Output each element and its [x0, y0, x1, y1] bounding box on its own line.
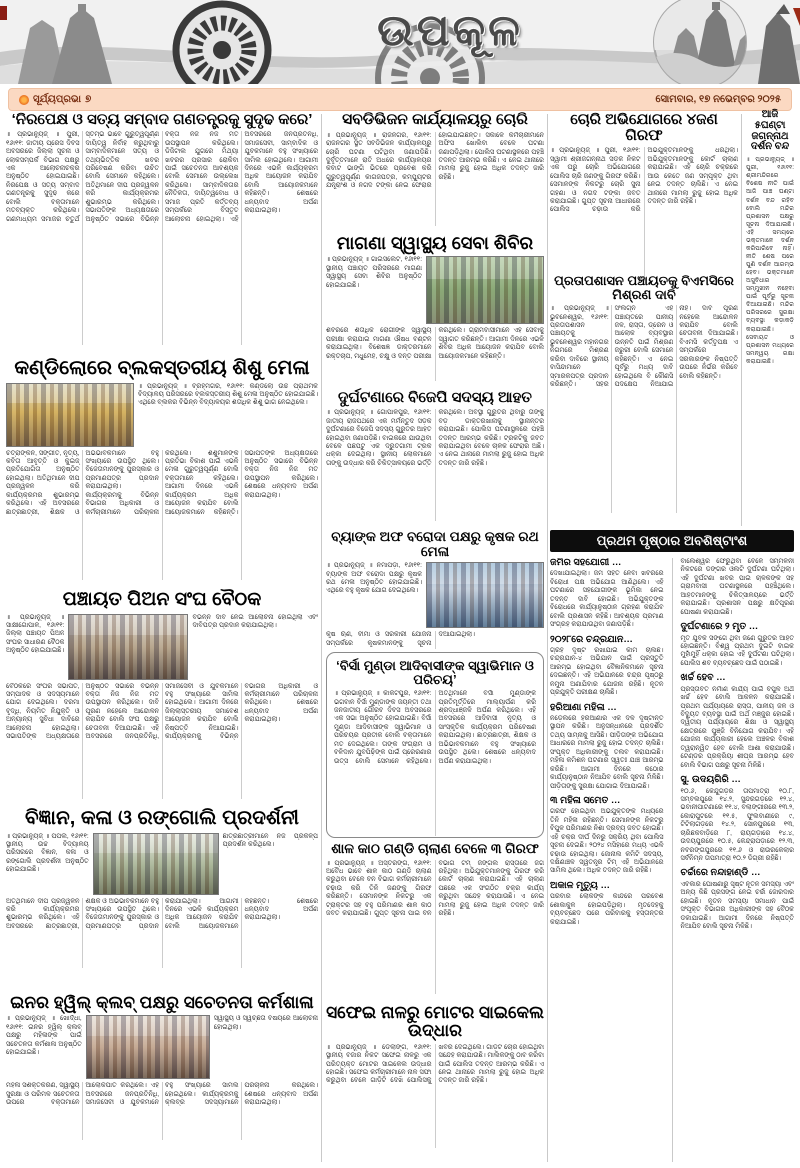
article-headline: ସବଡିଭିଜନ କାର୍ଯ୍ୟାଳୟରୁ ଚୋରି [342, 111, 528, 128]
article-peon-union-meeting [6, 590, 318, 799]
konark-wheel-icon [176, 4, 268, 84]
edition-page-label [19, 94, 91, 105]
article-darshan-closed [746, 110, 794, 528]
article-headline: ସଫେଇ ନାଳରୁ ମୋଟର ସାଇକେଲ ଉଦ୍ଧାର [326, 1003, 544, 1041]
continuation-body: ମୃତ ଯୁବକ ସଙ୍ଗେ ଥିବା ଜଣେ ଗୁରୁତର ଆହତ ହୋଇଛନ୍ତି। ବିଶ୍ୱ ପ୍ରଥମ ଦୁଇଟି ବାଇକ ମୁହାଁମୁହିଁ ଧକ୍କା ହୋଇ ଏହି ଦୁର୍ଘଟଣା ଘଟିଥିଲା। ପୋଲିସ ଶବ ବ୍ୟବଚ୍ଛେଦ ପାଇଁ ପଠାଇଛି। [680, 634, 794, 667]
article-body: ॥ ପ୍ରଭାନ୍ୟୁଜ୍ ॥ କାକଟପୁର, ୧୬ା୧୧: ଭଗବାନ ବିର୍ସା ମୁଣ୍ଡାଙ୍କ ଜୟନ୍ତୀ ତଥା ଜନଜାତୀୟ ଗୌରବ ଦିବସ ଅବସରରେ ଏକ ସଭା ଅନୁଷ୍ଠିତ ହୋଇଯାଇଛି। ବିର୍ସା ମୁଣ୍ଡା ଆଦିବାସୀଙ୍କ ସ୍ୱାଭିମାନ ଓ ପରିଚୟର ପ୍ରତୀକ ବୋଲି ବକ୍ତାମାନେ ମତ ଦେଇଥିଲେ। ତାଙ୍କ ସଂଗ୍ରାମ ଓ ବଳିଦାନ ଯୁବପିଢ଼ିଙ୍କ ପାଇଁ ପ୍ରେରଣାର ଉତ୍ସ ବୋଲି ସେମାନେ କହିଥିଲେ। ଅତିଥିମାନେ ବିର୍ସା ମୁଣ୍ଡାଙ୍କ ପ୍ରତିମୂର୍ତ୍ତିରେ ମାଲ୍ୟାର୍ପଣ କରି ଶ୍ରଦ୍ଧାଞ୍ଜଳି ଅର୍ପଣ କରିଥିଲେ। ଏହି ଅବସରରେ ଆଦିବାସୀ ନୃତ୍ୟ ଓ ସାଂସ୍କୃତିକ କାର୍ଯ୍ୟକ୍ରମ ପରିବେଷଣ କରାଯାଇଥିଲା। ଛାତ୍ରଛାତ୍ରୀ, ଶିକ୍ଷକ ଓ ଅଭିଭାବକମାନେ ବହୁ ସଂଖ୍ୟାରେ ଉପସ୍ଥିତ ଥିଲେ। ଶେଷରେ ଧନ୍ୟବାଦ ଅର୍ପଣ କରାଯାଇଥିଲା। [334, 690, 536, 765]
article-body: ॥ ପ୍ରଭାନ୍ୟୁଜ୍ ॥ ଭୁବନେଶ୍ୱର, ୧୬ା୧୧: ପ୍ରତାପଶାସନ ପଞ୍ଚାୟତକୁ ଭୁବନେଶ୍ୱର ମହାନଗର ନିଗମରେ ମିଶ୍ରଣ କରିବା ଦାବିରେ ସ୍ଥାନୀୟ ବାସିନ୍ଦାମାନେ ସ୍ମାରକପତ୍ର ପ୍ରଦାନ କରିଛନ୍ତି। ସହର ସଂଲଗ୍ନ ଏହି ପଞ୍ଚାୟତରେ ପାନୀୟ ଜଳ, ରାସ୍ତା, ଡ୍ରେନ ଓ ଆଲୋକ ବ୍ୟବସ୍ଥାର ଉନ୍ନତି ପାଇଁ ମିଶ୍ରଣ ଜରୁରୀ ବୋଲି ସେମାନେ କହିଛନ୍ତି। ଏ ନେଇ ପୂର୍ବରୁ ମଧ୍ୟ ଦାବି ହୋଇଥିଲେ ବି କୌଣସି ପଦକ୍ଷେପ ନିଆଯାଇ ନାହିଁ। ଦାବି ପୂରଣ ନହେଲେ ଆନ୍ଦୋଳନ କରାଯିବ ବୋଲି ଚେତାବନୀ ଦିଆଯାଇଛି। ବିଏମସି କର୍ତ୍ତୃପକ୍ଷ ଏ ସମ୍ପର୍କରେ ସରକାରଙ୍କ ନିଷ୍ପତ୍ତି ଉପରେ ନିର୍ଭର କରିବେ ବୋଲି କହିଛନ୍ତି। [550, 305, 738, 388]
column-divider [672, 558, 673, 1162]
news-photo [93, 833, 219, 895]
article-headline: ‘ବିର୍ସା ମୁଣ୍ଡା ଆଦିବାସୀଙ୍କ ସ୍ୱାଭିମାନ ଓ ପରିଚୟ’ [336, 658, 534, 688]
continuation-subhead: ସୁ. ଉଦୟଗିରି … [680, 774, 741, 786]
continuation-right-column [680, 558, 794, 1162]
continuation-subhead: ଜମିର ସହଯୋଗୀ … [550, 558, 622, 568]
continuation-body: ପରିବାର ଲୋକଙ୍କ କାନ୍ଦରେ ପରିବେଶ ଶୋକାକୁଳ ହୋଇପଡ଼ିଥିଲା। ମୃତଦେହକୁ ବ୍ୟବଚ୍ଛେଦ ପରେ ପରିବାରକୁ ହସ୍ତାନ୍ତର କରାଯାଇଛି। [550, 893, 664, 926]
news-photo [68, 614, 188, 680]
article-headline: ଶାଳ କାଠ ଗଣ୍ଡି ଚାଲାଣ ବେଳେ ୩ ଗିରଫ [331, 841, 539, 856]
continuation-body: ୧୦.୬, କେନ୍ଦୁଗଡ଼ର ତାପମାତ୍ରା ୧୦.୮, ସମ୍ବଲପୁରେ ୧୪.୨, ସୁନ୍ଦରଗଡ଼ରେ ୧୨.୪, ଭବାନୀପାଟଣାରେ ୧୧.୪, ବଲାଙ୍ଗୀରରେ ୧୩.୨, କୋରାପୁଟରେ ୧୧.୫, ଫୁଲବାଣୀରେ ୯, ଟିଟିଲାଗଡ଼ରେ ୧୪.୨, ସୋନପୁରରେ ୧୩, ଚାରିଛକବାଡ଼ିରେ ୮, ରାୟଗଡ଼ାରେ ୧୪.୪, ଉଦୟପୁରରେ ୧୦.୫, କେନ୍ଦ୍ରାପଡ଼ାରେ ୧୨.୩, ନବରଙ୍ଗପୁରରେ ୧୧.୬ ଓ ରାଉରକେଲାର ସର୍ବନିମ୍ନ ତାପମାତ୍ରା ୧୦.୨ ଡିଗ୍ରୀ ରହିଛି। [680, 787, 794, 862]
article-headline: ଦୁର୍ଘଟଣାରେ ବିଜେପି ସଦସ୍ୟ ଆହତ [337, 389, 533, 406]
article-body: ॥ ପ୍ରଭାନ୍ୟୁଜ୍ ॥ ରାଜନଗର, ୧୬ା୧୧: ରାଜନଗର ସ୍ଥିତ ସବଡିଭିଜନ କାର୍ଯ୍ୟାଳୟରୁ ଚୋରି ଘଟଣା ଘଟିଥିବା ଜଣାପଡ଼ିଛି। ଦୁର୍ବୃତ୍ତମାନେ ରାତି ଅଧରେ କାର୍ଯ୍ୟାଳୟର କବାଟ ଭାଙ୍ଗି ଭିତରେ ପ୍ରବେଶ କରି ଗୁରୁତ୍ୱପୂର୍ଣ୍ଣ କାଗଜପତ୍ର, କମ୍ପ୍ୟୁଟର ଯନ୍ତ୍ରାଂଶ ଓ ନଗଦ ଟଙ୍କା ନେଇ ଫେରାର ହୋଇଯାଇଛନ୍ତି। ସକାଳେ କର୍ମଚାରୀମାନେ ଅଫିସ ଖୋଲିବା ବେଳେ ଘଟଣା ଜଣାପଡ଼ିଥିଲା। ପୋଲିସ ଘଟଣାସ୍ଥଳରେ ପହଞ୍ଚି ତଦନ୍ତ ଆରମ୍ଭ କରିଛି। ଏ ନେଇ ଥାନାରେ ମାମଲା ରୁଜୁ ହୋଇ ଅଧିକ ତଦନ୍ତ ଜାରି ରହିଛି। [326, 131, 544, 190]
continuation-subhead: ୨୦୨୮ରେ ଚନ୍ଦ୍ରଯାନ… [550, 633, 633, 645]
edition-name: ସୂର୍ଯ୍ୟପ୍ରଭା [33, 94, 82, 105]
article-birsa-munda-box [326, 652, 544, 838]
article-motorcycle-recovered [326, 1004, 544, 1148]
continuation-body: ପ୍ରସ୍ତାବିତ ନିର୍ମାଣ କାର୍ଯ୍ୟ ପାଇଁ ବିପୁଳ ଅର୍ଥ ଖର୍ଚ୍ଚ ହେବ ବୋଲି ଆକଳନ କରାଯାଇଛି। ପ୍ରଥମ ପର୍ଯ୍ୟାୟରେ ରାସ୍ତା, ପାନୀୟ ଜଳ ଓ ବିଦ୍ୟୁତ ବ୍ୟବସ୍ଥା ପାଇଁ ଅର୍ଥ ମଞ୍ଜୁର ହୋଇଛି। ଦ୍ୱିତୀୟ ପର୍ଯ୍ୟାୟରେ ଶିକ୍ଷା ଓ ସ୍ୱାସ୍ଥ୍ୟ କ୍ଷେତ୍ରରେ ପୁଞ୍ଜି ବିନିଯୋଗ କରାଯିବ। ଏହି ଯୋଜନା କାର୍ଯ୍ୟକାରୀ ହେଲେ ଅଞ୍ଚଳର ବିକାଶ ତ୍ୱରାନ୍ୱିତ ହେବ ବୋଲି ଆଶା କରାଯାଉଛି। ଟେଣ୍ଡର ପ୍ରକ୍ରିୟା ଶୀଘ୍ର ଆରମ୍ଭ ହେବ ବୋଲି ବିଭାଗ ପକ୍ଷରୁ ସୂଚନା ମିଳିଛି। [680, 685, 794, 769]
article-body: ଶିବିରରେ ଶତାଧିକ ରୋଗୀଙ୍କ ସ୍ୱାସ୍ଥ୍ୟ ପରୀକ୍ଷା କରାଯାଇ ମାଗଣା ଔଷଧ ବଣ୍ଟନ କରାଯାଇଥିଲା। ବିଶେଷଜ୍ଞ ଡାକ୍ତରମାନେ ରକ୍ତଚାପ, ମଧୁମେହ, ଚକ୍ଷୁ ଓ ଦନ୍ତ ପରୀକ୍ଷା କରିଥିଲେ। ଗ୍ରାମବାସୀମାନେ ଏହି ସେବାକୁ ସ୍ୱାଗତ କରିଛନ୍ତି। ଆଗାମୀ ଦିନରେ ଏଭଳି ଶିବିର ଅଧିକ ଆୟୋଜନ କରାଯିବ ବୋଲି ଆୟୋଜକମାନେ କହିଛନ୍ତି। [326, 327, 544, 360]
news-photo [426, 256, 544, 324]
article-lead: ସ୍ୱାସ୍ଥ୍ୟ ଓ ସ୍ୱଚ୍ଛତା ବିଷୟରେ ଆଲୋଚନା ହୋଇଥିଲା। [213, 1015, 318, 1031]
continuation-body: ଏବକାର ଘୋଷଣାରୁ ସୃଷ୍ଟି ନୂତନ ସମସ୍ୟା ଏବଂ ଅନ୍ୟ କିଛି ପ୍ରସଙ୍ଗ ନେଇ ଚର୍ଚ୍ଚା ଜୋରଦାର ହୋଇଛି। ନୂତନ ସମସ୍ୟା ସମାଧାନ ପାଇଁ ସଂପୃକ୍ତ ବିଭାଗର ଅଧିକାରୀଙ୍କ ସହ ବୈଠକ ଡକାଯାଇଛି। ଆଗାମୀ ଦିନରେ ନିଷ୍ପତ୍ତି ନିଆଯିବ ବୋଲି ସୂଚନା ମିଳିଛି। [680, 880, 794, 931]
article-lead: ॥ ପ୍ରଭାନ୍ୟୁଜ୍ ॥ ଗାଇସଲେଟ, ୧୬ା୧୧: ସ୍ଥାନୀୟ ପଞ୍ଚାୟତ ପରିସରରେ ମାଗଣା ସ୍ୱାସ୍ଥ୍ୟ ସେବା ଶିବିର ଅନୁଷ୍ଠିତ ହୋଇଯାଇଛି। [326, 256, 422, 289]
article-headline: ମାଗଣା ସ୍ୱାସ୍ଥ୍ୟ ସେବା ଶିବିର [336, 233, 534, 253]
article-free-health-camp [326, 234, 544, 381]
news-photo [426, 562, 544, 628]
article-body: କୃଷି ଋଣ, ବୀମା ଓ ସରକାରୀ ଯୋଜନା ସମ୍ପର୍କରେ କୃଷକମାନଙ୍କୁ ସୂଚନା ଦିଆଯାଇଥିଲା। [326, 631, 475, 647]
news-photo [86, 1015, 210, 1079]
article-lead: ॥ ପ୍ରଭାନ୍ୟୁଜ୍ ॥ ପିପିଲି, ୧୬ା୧୧: ସ୍ଥାନୀୟ ଉଚ୍ଚ ବିଦ୍ୟାଳୟ ପରିସରରେ ବିଜ୍ଞାନ, କଳା ଓ ରଙ୍ଗୋଲି ପ୍ରଦର୍ଶନୀ ଅନୁଷ୍ଠିତ ହୋଇଯାଇଛି। [6, 832, 89, 874]
continuation-subhead: ଚର୍ଚ୍ଚାରେ ନନ୍ଦାହାଣ୍ଡି … [680, 867, 761, 879]
continuation-body: ଦେଖାଯାଇଥିଲା। ଜମି ସହିତ ନେବା ଖବରରେ ବିରୋଧୀ ପକ୍ଷ ଅଭିଯୋଗ ଆଣିଥିଲେ। ଏହି ଘଟଣାରେ ସହଯୋଗୀଙ୍କ ଭୂମିକା ନେଇ ତଦନ୍ତ ଦାବି ହୋଇଛି। ଅଭିଯୁକ୍ତଙ୍କ ବିରୋଧରେ କାର୍ଯ୍ୟାନୁଷ୍ଠାନ ଗ୍ରହଣ କରାଯିବ ବୋଲି ପ୍ରଶାସନ କହିଛି। ଆବଶ୍ୟକ ପ୍ରମାଣ ସଂଗ୍ରହ କରାଯାଉଥିବା ଜଣାପଡ଼ିଛି। [550, 570, 664, 629]
article-body: ॥ ପ୍ରଭାନ୍ୟୁଜ୍ ॥ ଗୋପାଳପୁର, ୧୬ା୧୧: ଜାତୀୟ ରାଜପଥରେ ଏକ ମର୍ମନ୍ତୁଦ ସଡ଼କ ଦୁର୍ଘଟଣାରେ ବିଜେପି ସଦସ୍ୟ ଗୁରୁତର ଆହତ ହୋଇଥିବା ଜଣାପଡ଼ିଛି। ବାଇକରେ ଯାଉଥିବା ବେଳେ ପଛପଟୁ ଏକ ଦ୍ରୁତଗାମୀ ଟ୍ରକ ଧକ୍କା ଦେଇଥିଲା। ସ୍ଥାନୀୟ ଲୋକମାନେ ତାଙ୍କୁ ଉଦ୍ଧାର କରି ଚିକିତ୍ସାଳୟରେ ଭର୍ତ୍ତି କରିଥିଲେ। ଅବସ୍ଥା ଗୁରୁତର ଥିବାରୁ ତାଙ୍କୁ ବଡ଼ ଡାକ୍ତରଖାନାକୁ ସ୍ଥାନାନ୍ତର କରାଯାଇଛି। ପୋଲିସ ଘଟଣାସ୍ଥଳରେ ପହଞ୍ଚି ତଦନ୍ତ ଆରମ୍ଭ କରିଛି। ଟ୍ରକଟିକୁ ଜବତ କରାଯାଇଥିବା ବେଳେ ଚାଳକ ଫେରାର ଅଛି। ଏ ନେଇ ଥାନାରେ ମାମଲା ରୁଜୁ ହୋଇ ଅଧିକ ତଦନ୍ତ ଜାରି ରହିଛି। [326, 409, 544, 467]
date-bar [8, 88, 792, 111]
article-lead: ॥ ପ୍ରଭାନ୍ୟୁଜ୍ ॥ ଖୋର୍ଦ୍ଧା, ୧୬ା୧୧: ଇନର ହ୍ୱିଲ୍ କ୍ଲବ୍ ପକ୍ଷରୁ ମହିଳାଙ୍କ ପାଇଁ ସଚେତନତା କର୍ମଶାଳା ଅନୁଷ୍ଠିତ ହୋଇଯାଇଛି। [6, 1015, 82, 1057]
corner-accent-left [0, 6, 7, 20]
article-children-fair [6, 358, 318, 580]
article-body: ॥ ପ୍ରଭାନ୍ୟୁଜ୍ ॥ ଡେଲାଙ୍ଗ, ୧୬ା୧୧: ସ୍ଥାନୀୟ ବଜାର ନିକଟ ସଫେଇ ନାଳରୁ ଏକ ପରିତ୍ୟକ୍ତ ମୋଟର ସାଇକେଲ ଉଦ୍ଧାର ହୋଇଛି। ସଫେଇ କର୍ମଚାରୀମାନେ ନାଳ ସଫା କରୁଥିବା ବେଳେ ଗାଡ଼ିଟି ଦେଖି ପୋଲିସକୁ ଖବର ଦେଇଥିଲେ। ଗାଡ଼ିଟି ଚୋରି ହୋଇଥିବା ସନ୍ଦେହ କରାଯାଉଛି। ମାଲିକଙ୍କୁ ଠାବ କରିବା ପାଇଁ ପୋଲିସ ତଦନ୍ତ ଆରମ୍ଭ କରିଛି। ଏ ନେଇ ଥାନାରେ ମାମଲା ରୁଜୁ ହୋଇ ଅଧିକ ତଦନ୍ତ ଜାରି ରହିଛି। [326, 1043, 544, 1085]
sun-logo-icon [19, 95, 29, 105]
continuation-body: ବାଲେଶ୍ୱର ଫେରୁଥିବା ବେଳେ ସମ୍ମିଳନୀ ନିକଟରେ ଡଙ୍ଗର ଓଲଟି ଦୁର୍ଘଟଣା ଘଟିଥିଲା। ଏହି ଦୁର୍ଘଟଣା ଖବର ପାଇ ଚାଳକଙ୍କ ସହ ଗ୍ରାମବାସୀ ଘଟଣାସ୍ଥଳରେ ପହଞ୍ଚିଥିଲେ। ଆହତମାନଙ୍କୁ ଚିକିତ୍ସାଳୟରେ ଭର୍ତ୍ତି କରାଯାଇଛି। ପ୍ରଶାସନ ପକ୍ଷରୁ କ୍ଷତିପୂରଣ ଘୋଷଣା କରାଯାଇଛି। [680, 558, 794, 616]
date-label: ସୋମବାର, ୧୭ ନଭେମ୍ବର ୨୦୨୫ [655, 94, 781, 105]
column-divider [547, 114, 548, 1162]
continuation-body: ନଡ଼େଲରେ ହରିଆଣାର ଏକ ଦଳ ଦୃଷ୍ଟାନ୍ତ ସ୍ଥାପନ କରିଛି। ଅନୁସନ୍ଧାନରେ ପ୍ରଦର୍ଶିତ ତଥ୍ୟ ସାମ୍ନାକୁ ଆସିଛି। ପୀଡ଼ିତାଙ୍କ ଅଭିଯୋଗ ଆଧାରରେ ମାମଲା ରୁଜୁ ହୋଇ ତଦନ୍ତ ଚାଲିଛି। ସଂପୃକ୍ତ ଅଧିକାରୀଙ୍କୁ ତଲବ କରାଯାଇଛି। ମହିଳା କମିଶନ ଘଟଣାର ସ୍ୱତଃ ଯାଞ୍ଚ ଆରମ୍ଭ କରିଛି। ଆଗାମୀ ଦିନରେ କଠୋର କାର୍ଯ୍ୟାନୁଷ୍ଠାନ ନିଆଯିବ ବୋଲି ସୂଚନା ମିଳିଛି। ପୀଡ଼ିତାଙ୍କୁ ସୁରକ୍ଷା ଯୋଗାଇ ଦିଆଯାଇଛି। [550, 715, 664, 790]
continuation-body: ଗିରଫ ହୋଇଥିବା ଅଭିଯୁକ୍ତଙ୍କ ମଧ୍ୟରେ ତିନି ମହିଳା ରହିଛନ୍ତି। ସେମାନଙ୍କ ନିକଟରୁ ବିପୁଳ ପରିମାଣର ନିଶା ଦ୍ରବ୍ୟ ଜବତ ହୋଇଛି। ଏହି ଚକ୍ର ଦୀର୍ଘ ଦିନରୁ ସକ୍ରିୟ ଥିବା ପୋଲିସ ସୂଚନା ଦେଇଛି। ୨୦୨୪ ମସିହାରେ ମଧ୍ୟ ଏଭଳି ଚଢ଼ାଉ ହୋଇଥିଲା। ଜୋନାଲ କମିଟି ସଦସ୍ୟ, ଦକ୍ଷିଣାଞ୍ଚଳ ସ୍ୱତନ୍ତ୍ର ଟିମ୍ ଏହି ଅଭିଯାନରେ ସାମିଲ ଥିଲେ। ଅଧିକ ତଦନ୍ତ ଜାରି ରହିଛି। [550, 808, 664, 875]
article-lead: ॥ ପ୍ରଭାନ୍ୟୁଜ୍ ॥ ବ୍ରହ୍ମଗିରି, ୧୬ା୧୧: କଣ୍ଡିଲୋ ଉଚ୍ଚ ପ୍ରାଥମିକ ବିଦ୍ୟାଳୟ ପରିସରରେ ବ୍ଲକସ୍ତରୀୟ ଶିଶୁ ମେଳା ଅନୁଷ୍ଠିତ ହୋଇଯାଇଛି। ଏଥିରେ ବ୍ଲକର ବିଭିନ୍ନ ବିଦ୍ୟାଳୟର ଶତାଧିକ ଶିଶୁ ଭାଗ ନେଇଥିଲେ। [138, 382, 318, 407]
column-divider [321, 114, 322, 1162]
continuation-subhead: ଦୁର୍ଘଟଣାରେ ୨ ମୃତ … [680, 621, 759, 633]
continuation-subhead: ହରିଆଣା ମହିଳା … [550, 701, 617, 713]
article-headline: ପ୍ରତାପଶାସନ ପଞ୍ଚାୟତକୁ ବିଏମସିରେ ମିଶ୍ରଣ ଦାବି [554, 273, 734, 303]
article-headline: ଇନର ହ୍ୱିଲ୍ କ୍ଲବ୍ ପକ୍ଷରୁ ସଚେତନତା କର୍ମଶାଳା [10, 993, 314, 1012]
article-farmer-rath-mela [326, 530, 544, 649]
article-bjp-member-injured [326, 390, 544, 521]
article-headline: ବ୍ୟାଙ୍କ ଅଫ ବରୋଦା ପକ୍ଷରୁ କୃଷକ ରଥ ମେଳା [331, 529, 539, 559]
article-body: ॥ ପ୍ରଭାନ୍ୟୁଜ୍ ॥ ପୁରୀ, ୧୬ା୧୧: ଶ୍ରୀମନ୍ଦିରରେ ବିଶେଷ ନୀତି ପାଇଁ ଆଜି ପାଞ୍ଚ ଘଣ୍ଟା ଦର୍ଶନ ବନ୍ଦ ରହିବ ବୋଲି ମନ୍ଦିର ପ୍ରଶାସନ ପକ୍ଷରୁ ସୂଚନା ଦିଆଯାଇଛି। ଏହି ସମୟରେ ଭକ୍ତମାନେ ଦର୍ଶନ କରିପାରିବେ ନାହିଁ। ନୀତି ଶେଷ ପରେ ପୁଣି ଦର୍ଶନ ଆରମ୍ଭ ହେବ। ଭକ୍ତମାନେ ଅସୁବିଧାର ସମ୍ମୁଖୀନ ନହେବା ପାଇଁ ପୂର୍ବରୁ ସୂଚନା ଦିଆଯାଇଛି। ମନ୍ଦିର ପରିସରରେ ସୁରକ୍ଷା ବ୍ୟବସ୍ଥା କଡ଼ାକଡ଼ି କରାଯାଇଛି। ସେବାୟତ ଓ ପ୍ରଶାସନ ମଧ୍ୟରେ ସମନ୍ୱୟ ରକ୍ଷା କରାଯାଇଛି। [746, 156, 794, 365]
continuation-subhead: ଖର୍ଚ୍ଚ ହେବ … [680, 672, 726, 684]
article-body: ବୈଠକରେ ସଂଘର ସଭାପତି, ସମ୍ପାଦକ ଓ ସଦସ୍ୟମାନେ ଯୋଗ ଦେଇଥିଲେ। ଦରମା ବୃଦ୍ଧି, ନିୟମିତ ନିଯୁକ୍ତି ଓ ଅନ୍ୟାନ୍ୟ ସୁବିଧା ଦାବିରେ ଆଲୋଚନା ହୋଇଥିଲା। ସଭାପତିଙ୍କ ଅଧ୍ୟକ୍ଷତାରେ ଅନୁଷ୍ଠିତ ସଭାରେ ବିଭିନ୍ନ ବକ୍ତା ନିଜ ନିଜ ମତ ଉପସ୍ଥାପନ କରିଥିଲେ। ଦାବି ପୂରଣ ନହେଲେ ଆନ୍ଦୋଳନ କରାଯିବ ବୋଲି ସଂଘ ପକ୍ଷରୁ ଚେତାବନୀ ଦିଆଯାଇଛି। ଏହି ଅବସରରେ ଜନପ୍ରତିନିଧି, ସମାଜସେବୀ ଓ ଯୁବକମାନେ ବହୁ ସଂଖ୍ୟାରେ ସାମିଲ ହୋଇଥିଲେ। ଆଗାମୀ ଦିନରେ ଜିଲ୍ଲାସ୍ତରୀୟ ସମାବେଶ ଆୟୋଜନ କରାଯିବ ବୋଲି ନିଷ୍ପତ୍ତି ନିଆଯାଇଛି। କାର୍ଯ୍ୟକ୍ରମକୁ ବିଭିନ୍ନ ବିଭାଗର ଅଧିକାରୀ ଓ କର୍ମଚାରୀମାନେ ପରିଚାଳନା କରିଥିଲେ। ଶେଷରେ ଧନ୍ୟବାଦ ଅର୍ପଣ କରାଯାଇଥିଲା। [6, 682, 318, 741]
page-number: ୭ [85, 94, 92, 105]
column-divider [741, 114, 742, 526]
article-pratapsasan-merger [550, 274, 738, 513]
article-headline: ‘ନିରପେକ୍ଷ ଓ ସତ୍ୟ ସମ୍ବାଦ ଗଣତନ୍ତ୍ରକୁ ସୁଦୃଢ କରେ’ [11, 111, 313, 128]
article-body: ଚିତ୍ରାଙ୍କନ, ସଙ୍ଗୀତ, ନୃତ୍ୟ, କବିତା ଆବୃତ୍ତି ଓ କୁଇଜ୍ ପ୍ରତିଯୋଗିତା ଅନୁଷ୍ଠିତ ହୋଇଥିଲା। ଅତିଥିମାନେ ଦୀପ ପ୍ରଜ୍ୱଳନ କରି କାର୍ଯ୍ୟକ୍ରମର ଶୁଭାରମ୍ଭ କରିଥିଲେ। ଏହି ଅବସରରେ ଛାତ୍ରଛାତ୍ରୀ, ଶିକ୍ଷକ ଓ ଅଭିଭାବକମାନେ ବହୁ ସଂଖ୍ୟାରେ ଉପସ୍ଥିତ ଥିଲେ। ବିଜେତାମାନଙ୍କୁ ପୁରସ୍କାର ଓ ପ୍ରମାଣପତ୍ର ପ୍ରଦାନ କରାଯାଇଥିଲା। କାର୍ଯ୍ୟକ୍ରମକୁ ବିଭିନ୍ନ ବିଭାଗର ଅଧିକାରୀ ଓ କର୍ମଚାରୀମାନେ ପରିଚାଳନା କରିଥିଲେ। ଶିଶୁମାନଙ୍କ ପ୍ରତିଭା ବିକାଶ ପାଇଁ ଏଭଳି ମେଳା ଗୁରୁତ୍ୱପୂର୍ଣ୍ଣ ବୋଲି ବକ୍ତାମାନେ କହିଥିଲେ। ଆଗାମୀ ଦିନରେ ଏଭଳି କାର୍ଯ୍ୟକ୍ରମ ଅଧିକ ଆୟୋଜନ କରାଯିବ ବୋଲି ଆୟୋଜକମାନେ କହିଛନ୍ତି। ସଭାପତିଙ୍କ ଅଧ୍ୟକ୍ଷତାରେ ଅନୁଷ୍ଠିତ ସଭାରେ ବିଭିନ୍ନ ବକ୍ତା ନିଜ ନିଜ ମତ ଉପସ୍ଥାପନ କରିଥିଲେ। ଶେଷରେ ଧନ୍ୟବାଦ ଅର୍ପଣ କରାଯାଇଥିଲା। [6, 449, 318, 516]
article-headline: ଚୋରି ଅଭିଯୋଗରେ ୪ଜଣ ଗିରଫ [570, 111, 718, 145]
article-office-theft [326, 112, 544, 226]
article-lead: ॥ ପ୍ରଭାନ୍ୟୁଜ୍ ॥ ସାକ୍ଷୀଗୋପାଳ, ୧୬ା୧୧: ଜିଲ୍ଲା ପଞ୍ଚାୟତ ପିଅନ ସଂଘର ସାଧାରଣ ବୈଠକ ଅନୁଷ୍ଠିତ ହୋଇଯାଇଛି। [6, 613, 65, 655]
article-four-arrested-theft [550, 112, 738, 281]
article-lead: ଛାତ୍ରଛାତ୍ରୀମାନେ ନିଜ ପ୍ରକଳ୍ପ ପ୍ରଦର୍ଶନ କରିଥିଲେ। [222, 832, 318, 849]
news-photo [6, 383, 134, 447]
masthead-title: ଉପକୂଳ [377, 6, 523, 55]
article-headline: ବିଜ୍ଞାନ, କଳା ଓ ରଙ୍ଗୋଲି ପ୍ରଦର୍ଶନୀ [24, 807, 300, 829]
article-body: ॥ ପ୍ରଭାନ୍ୟୁଜ୍ ॥ ପୁରୀ, ୧୬ା୧୧: ଜାତୀୟ ପ୍ରେସ ଦିବସ ଅବସରରେ ଜିଲ୍ଲା ସୂଚନା ଓ ଲୋକସମ୍ପର୍କ ବିଭାଗ ପକ୍ଷରୁ ଏକ ଆଲୋଚନାଚକ୍ର ଅନୁଷ୍ଠିତ ହୋଇଯାଇଛି। ନିରପେକ୍ଷ ଓ ସତ୍ୟ ସମ୍ବାଦ ଗଣତନ୍ତ୍ରକୁ ସୁଦୃଢ କରେ ବୋଲି ବକ୍ତାମାନେ ମତବ୍ୟକ୍ତ କରିଥିଲେ। ଗଣମାଧ୍ୟମ ସମାଜର ଚତୁର୍ଥ ସ୍ତମ୍ଭ ଭାବେ ଗୁରୁତ୍ୱପୂର୍ଣ୍ଣ ଦାୟିତ୍ୱ ନିର୍ବାହ କରୁଥିବାରୁ ସାମ୍ବାଦିକମାନେ ସତ୍ୟ ଓ ତଥ୍ୟଭିତ୍ତିକ ଖବର ପରିବେଷଣ କରିବା ଉଚିତ ବୋଲି ସେମାନେ କହିଥିଲେ। ଅତିଥିମାନେ ଦୀପ ପ୍ରଜ୍ୱଳନ କରି କାର୍ଯ୍ୟକ୍ରମର ଶୁଭାରମ୍ଭ କରିଥିଲେ। ସଭାପତିଙ୍କ ଅଧ୍ୟକ୍ଷତାରେ ଅନୁଷ୍ଠିତ ସଭାରେ ବିଭିନ୍ନ ବକ୍ତା ନିଜ ନିଜ ମତ ଉପସ୍ଥାପନ କରିଥିଲେ। ଡିଜିଟାଲ ଯୁଗରେ ମିଥ୍ୟା ଖବରର ପ୍ରସାର ରୋକିବା ପାଇଁ ସଚେତନତା ଆବଶ୍ୟକ ବୋଲି ସେମାନେ ଉଲ୍ଲେଖ କରିଥିଲେ। ସାମ୍ବାଦିକତାର ନୈତିକତା, ଦାୟିତ୍ୱବୋଧ ଓ ସମାଜ ପ୍ରତି କର୍ତ୍ତବ୍ୟ ସମ୍ପର୍କରେ ବିସ୍ତୃତ ଆଲୋଚନା ହୋଇଥିଲା। ଏହି ଅବସରରେ ଜନପ୍ରତିନିଧି, ସମାଜସେବୀ, ସାମ୍ବାଦିକ ଓ ଯୁବକମାନେ ବହୁ ସଂଖ୍ୟାରେ ସାମିଲ ହୋଇଥିଲେ। ଆଗାମୀ ଦିନରେ ଏଭଳି କାର୍ଯ୍ୟକ୍ରମ ଅଧିକ ଆୟୋଜନ କରାଯିବ ବୋଲି ଆୟୋଜକମାନେ କହିଛନ୍ତି। ଶେଷରେ ଧନ୍ୟବାଦ ଅର୍ପଣ କରାଯାଇଥିଲା। [6, 131, 318, 223]
article-body: ॥ ପ୍ରଭାନ୍ୟୁଜ୍ ॥ ପୁରୀ, ୧୬ା୧୧: ସ୍ୱାମୀ ଶ୍ରୀଜଗନ୍ନାଥ ସଡ଼କ ନିକଟ ଏକ ଘରୁ ଚୋରି ଅଭିଯୋଗରେ ପୋଲିସ ଚାରି ଜଣଙ୍କୁ ଗିରଫ କରିଛି। ସେମାନଙ୍କ ନିକଟରୁ ଚୋରି ସୁନା ଗହଣା ଓ ନଗଦ ଟଙ୍କା ଜବତ କରାଯାଇଛି। ଗୁପ୍ତ ସୂଚନା ଆଧାରରେ ପୋଲିସ ଚଢ଼ାଉ କରି ଅଭିଯୁକ୍ତମାନଙ୍କୁ ଧରିଥିଲା। ଅଭିଯୁକ୍ତମାନଙ୍କୁ କୋର୍ଟ ଚାଲାଣ କରାଯାଇଛି। ଏହି ଚୋରି ଚକ୍ରରେ ଆଉ କେତେ ଜଣ ସମ୍ପୃକ୍ତ ଥିବା ନେଇ ତଦନ୍ତ ଚାଲିଛି। ଏ ନେଇ ଥାନାରେ ମାମଲା ରୁଜୁ ହୋଇ ଅଧିକ ତଦନ୍ତ ଜାରି ରହିଛି। [550, 147, 738, 214]
continuation-left-column [550, 558, 664, 1162]
article-press-day [6, 112, 318, 345]
front-page-remainder-banner: ପ୍ରଥମ ପୃଷ୍ଠାର ଅବଶିଷ୍ଟାଂଶ [550, 530, 794, 552]
continuation-body: ଗ୍ରହ ଦୃଷ୍ଟି ରଖାଯାଇ କାମ ଚାଲିଛି। ଚନ୍ଦ୍ରଯାନ-୪ ଅଭିଯାନ ପାଇଁ ପ୍ରସ୍ତୁତି ଆରମ୍ଭ ହୋଇଥିବା ବୈଜ୍ଞାନିକମାନେ ସୂଚନା ଦେଇଛନ୍ତି। ଏହି ଅଭିଯାନରେ ଚନ୍ଦ୍ର ପୃଷ୍ଠରୁ ନମୁନା ଅଣାଯିବାର ଯୋଜନା ରହିଛି। ନୂତନ ପ୍ରଯୁକ୍ତି ପରୀକ୍ଷଣ ଚାଲିଛି। [550, 646, 664, 697]
article-body: ଅତିଥିମାନେ ଦୀପ ପ୍ରଜ୍ୱଳନ କରି କାର୍ଯ୍ୟକ୍ରମର ଶୁଭାରମ୍ଭ କରିଥିଲେ। ଏହି ଅବସରରେ ଛାତ୍ରଛାତ୍ରୀ, ଶିକ୍ଷକ ଓ ଅଭିଭାବକମାନେ ବହୁ ସଂଖ୍ୟାରେ ଉପସ୍ଥିତ ଥିଲେ। ବିଜେତାମାନଙ୍କୁ ପୁରସ୍କାର ଓ ପ୍ରମାଣପତ୍ର ପ୍ରଦାନ କରାଯାଇଥିଲା। ଆଗାମୀ ଦିନରେ ଏଭଳି କାର୍ଯ୍ୟକ୍ରମ ଅଧିକ ଆୟୋଜନ କରାଯିବ ବୋଲି ଆୟୋଜକମାନେ କହିଛନ୍ତି। ଶେଷରେ ଧନ୍ୟବାଦ ଅର୍ପଣ କରାଯାଇଥିଲା। [6, 897, 318, 930]
article-body: ॥ ପ୍ରଭାନ୍ୟୁଜ୍ ॥ ଅସ୍ତରଙ୍ଗ, ୧୬ା୧୧: ଅବୈଧ ଭାବେ ଶାଳ କାଠ ଗଣ୍ଡି ଚାଲାଣ କରୁଥିବା ବେଳେ ବନ ବିଭାଗ କର୍ମଚାରୀମାନେ ଚଢ଼ାଉ କରି ତିନି ଜଣଙ୍କୁ ଗିରଫ କରିଛନ୍ତି। ସେମାନଙ୍କ ନିକଟରୁ ଏକ ଟ୍ରାକ୍ଟର ସହ ବହୁ ପରିମାଣର ଶାଳ କାଠ ଜବତ କରାଯାଇଛି। ଗୁପ୍ତ ସୂଚନା ପାଇ ବନ ବିଭାଗ ଟିମ୍ ଜଙ୍ଗଲ ରାସ୍ତାରେ ଜଗି ରହିଥିଲା। ଅଭିଯୁକ୍ତମାନଙ୍କୁ ଗିରଫ କରି କୋର୍ଟ ଚାଲାଣ କରାଯାଇଛି। ଏହି ଚାଲାଣ ପଛରେ ଏକ ସଂଗଠିତ ଚକ୍ର କାର୍ଯ୍ୟ କରୁଥିବା ସନ୍ଦେହ କରାଯାଉଛି। ଏ ନେଇ ମାମଲା ରୁଜୁ ହୋଇ ଅଧିକ ତଦନ୍ତ ଜାରି ରହିଛି। [326, 859, 544, 918]
continuation-subhead: ୩ ମହିଳା ସମେତ … [550, 794, 621, 806]
continuation-subhead: ଅକାଳ ମୃତ୍ୟୁ … [550, 879, 611, 891]
article-science-art-rangoli [6, 808, 318, 968]
article-body: ମହିଳା ସଶକ୍ତିକରଣ, ସ୍ୱାସ୍ଥ୍ୟ ସୁରକ୍ଷା ଓ ପରିମଳ ସଚେତନତା ଉପରେ ବକ୍ତାମାନେ ଆଲୋକପାତ କରିଥିଲେ। ଏହି ଅବସରରେ ଜନପ୍ରତିନିଧି, ସମାଜସେବୀ ଓ ଯୁବକମାନେ ବହୁ ସଂଖ୍ୟାରେ ସାମିଲ ହୋଇଥିଲେ। କାର୍ଯ୍ୟକ୍ରମକୁ କ୍ଲବ୍‌ର ସଦସ୍ୟାମାନେ ପରିଚାଳନା କରିଥିଲେ। ଶେଷରେ ଧନ୍ୟବାଦ ଅର୍ପଣ କରାଯାଇଥିଲା। [6, 1082, 318, 1107]
article-sal-wood-arrests [326, 842, 544, 994]
article-headline: ପଞ୍ଚାୟତ ପିଅନ ସଂଘ ବୈଠକ [62, 589, 262, 610]
article-lead: ବିଭିନ୍ନ ଦାବି ନେଇ ଆଲୋଚନା ହୋଇଥିଲା ଏବଂ ଦାବିପତ୍ର ପ୍ରଦାନ କରାଯାଇଥିଲା। [192, 613, 318, 629]
front-page-continuation [550, 558, 794, 1162]
article-lead: ॥ ପ୍ରଭାନ୍ୟୁଜ୍ ॥ ନିମାପଡ଼ା, ୧୬ା୧୧: ବ୍ୟାଙ୍କ ଅଫ ବରୋଦା ପକ୍ଷରୁ କୃଷକ ରଥ ମେଳା ଅନୁଷ୍ଠିତ ହୋଇଯାଇଛି। ଏଥିରେ ବହୁ କୃଷକ ଯୋଗ ଦେଇଥିଲେ। [326, 562, 422, 595]
article-inner-wheel-workshop [6, 994, 318, 1140]
article-headline: କଣ୍ଡିଲୋରେ ବ୍ଲକସ୍ତରୀୟ ଶିଶୁ ମେଳା [14, 357, 310, 379]
masthead [0, 0, 800, 84]
article-headline: ଆଜି ୫ଘଣ୍ଟା ଜଗନ୍ନାଥ ଦର୍ଶନ ବନ୍ଦ [750, 109, 790, 153]
